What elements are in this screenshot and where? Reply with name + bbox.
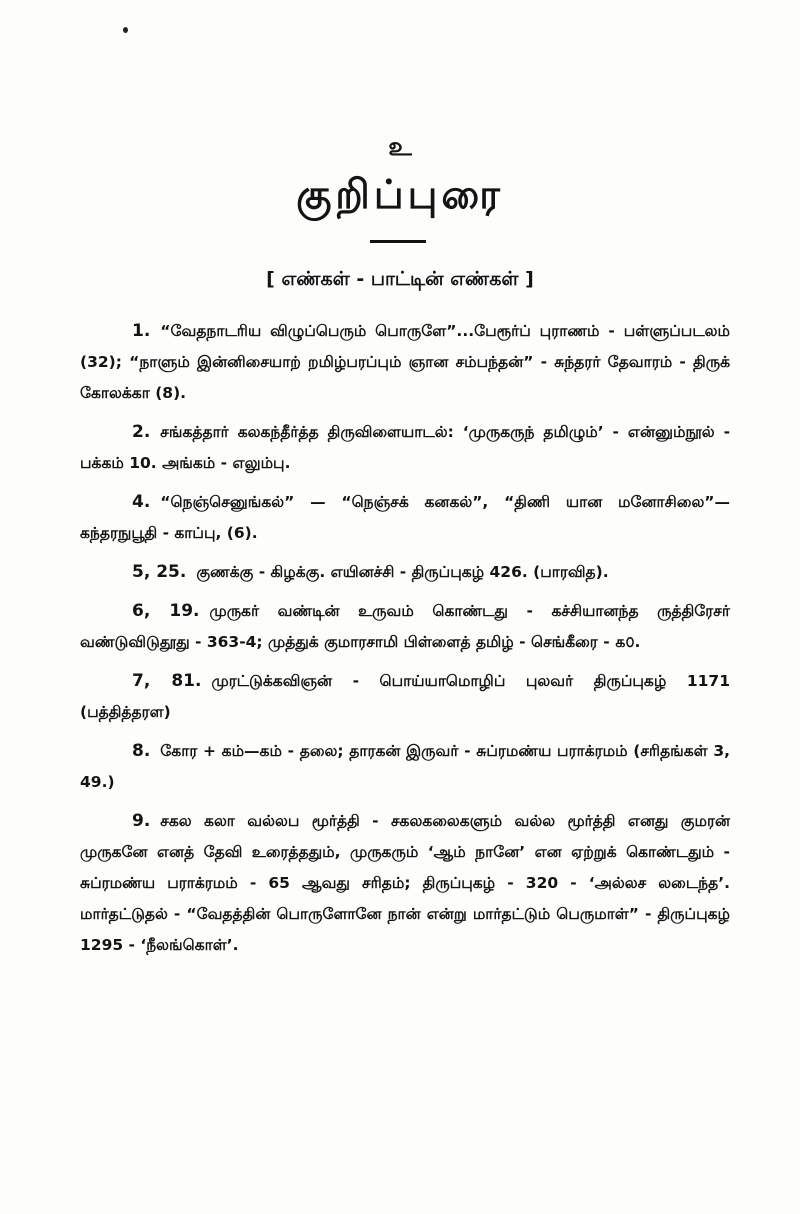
note-item: [80, 316, 730, 409]
note-text: குணக்கு - கிழக்கு. எயினச்சி - திருப்புகழ் 426. (பாரவித).: [196, 563, 609, 581]
note-item: [80, 806, 730, 961]
note-number: 7, 81.: [132, 671, 202, 691]
note-item: [80, 666, 730, 728]
note-item: [80, 487, 730, 549]
note-item: [80, 736, 730, 798]
note-number: 2.: [132, 422, 151, 442]
note-text: சகல கலா வல்லப மூர்த்தி - சகலகலைகளும் வல்ல மூர்த்தி எனது குமரன் முருகனே எனத் தேவி உரைத்ததும், முருகரும் ‘ஆம் நானே’ என ஏற்றுக் கொண்டதும் - சுப்ரமண்ய பராக்ரமம் - 65 ஆவது சரிதம்; திருப்புகழ் - 320 - ‘அல்லச லடைந்த’. மார்தட்டுதல் - “வேதத்தின் பொருளோனே நான் என்று மார்தட்டும் பெருமாள்” - திருப்புகழ் 1295 - ‘நீலங்கொள்’.: [80, 812, 730, 954]
note-text: “நெஞ்செனுங்கல்” — “நெஞ்சக் கனகல்”, “திணி யான மனோசிலை”—கந்தரநுபூதி - காப்பு, (6).: [80, 493, 730, 542]
note-item: [80, 596, 730, 658]
note-number: 5, 25.: [132, 562, 187, 582]
note-item: [80, 417, 730, 479]
page-subtitle: [ எண்கள் - பாட்டின் எண்கள் ]: [266, 268, 534, 290]
page-number: உ: [388, 132, 412, 162]
note-item: [80, 557, 730, 588]
note-text: முரட்டுக்கவிஞன் - பொய்யாமொழிப் புலவர் திருப்புகழ் 1171 (பத்தித்தரள): [80, 672, 730, 721]
note-number: 6, 19.: [132, 601, 200, 621]
ink-speck: [123, 27, 128, 33]
note-number: 1.: [132, 321, 151, 341]
notes-list: [80, 316, 730, 969]
note-number: 8.: [132, 741, 151, 761]
page-title: குறிப்புரை: [296, 172, 504, 218]
title-underline: [370, 240, 426, 243]
note-number: 9.: [132, 811, 151, 831]
note-number: 4.: [132, 492, 151, 512]
note-text: “வேதநாடரிய விழுப்பெரும் பொருளே”...பேரூர்ப் புராணம் - பள்ளுப்படலம் (32); “நாளும் இன்னிசையாற் றமிழ்பரப்பும் ஞான சம்பந்தன்” - சுந்தரர் தேவாரம் - திருக் கோலக்கா (8).: [80, 322, 730, 402]
note-text: சங்கத்தார் கலகந்தீர்த்த திருவிளையாடல்: ‘முருகரு‍ந் தமிழும்’ - என்னும்நூல் - பக்கம் 10. அங்கம் - எலும்பு.: [80, 423, 730, 472]
note-text: கோர + கம்—கம் - தலை; தாரகன் இருவர் - சுப்ரமண்ய பராக்ரமம் (சரிதங்கள் 3, 49.): [80, 742, 730, 791]
note-text: முருகர் வண்டின் உருவம் கொண்டது - கச்சியானந்த ருத்திரேசர் வண்டுவிடுதூது - 363-4; முத்துக் குமாரசாமி பிள்ளைத் தமிழ் - செங்கீரை - ௧௦.: [80, 602, 730, 651]
